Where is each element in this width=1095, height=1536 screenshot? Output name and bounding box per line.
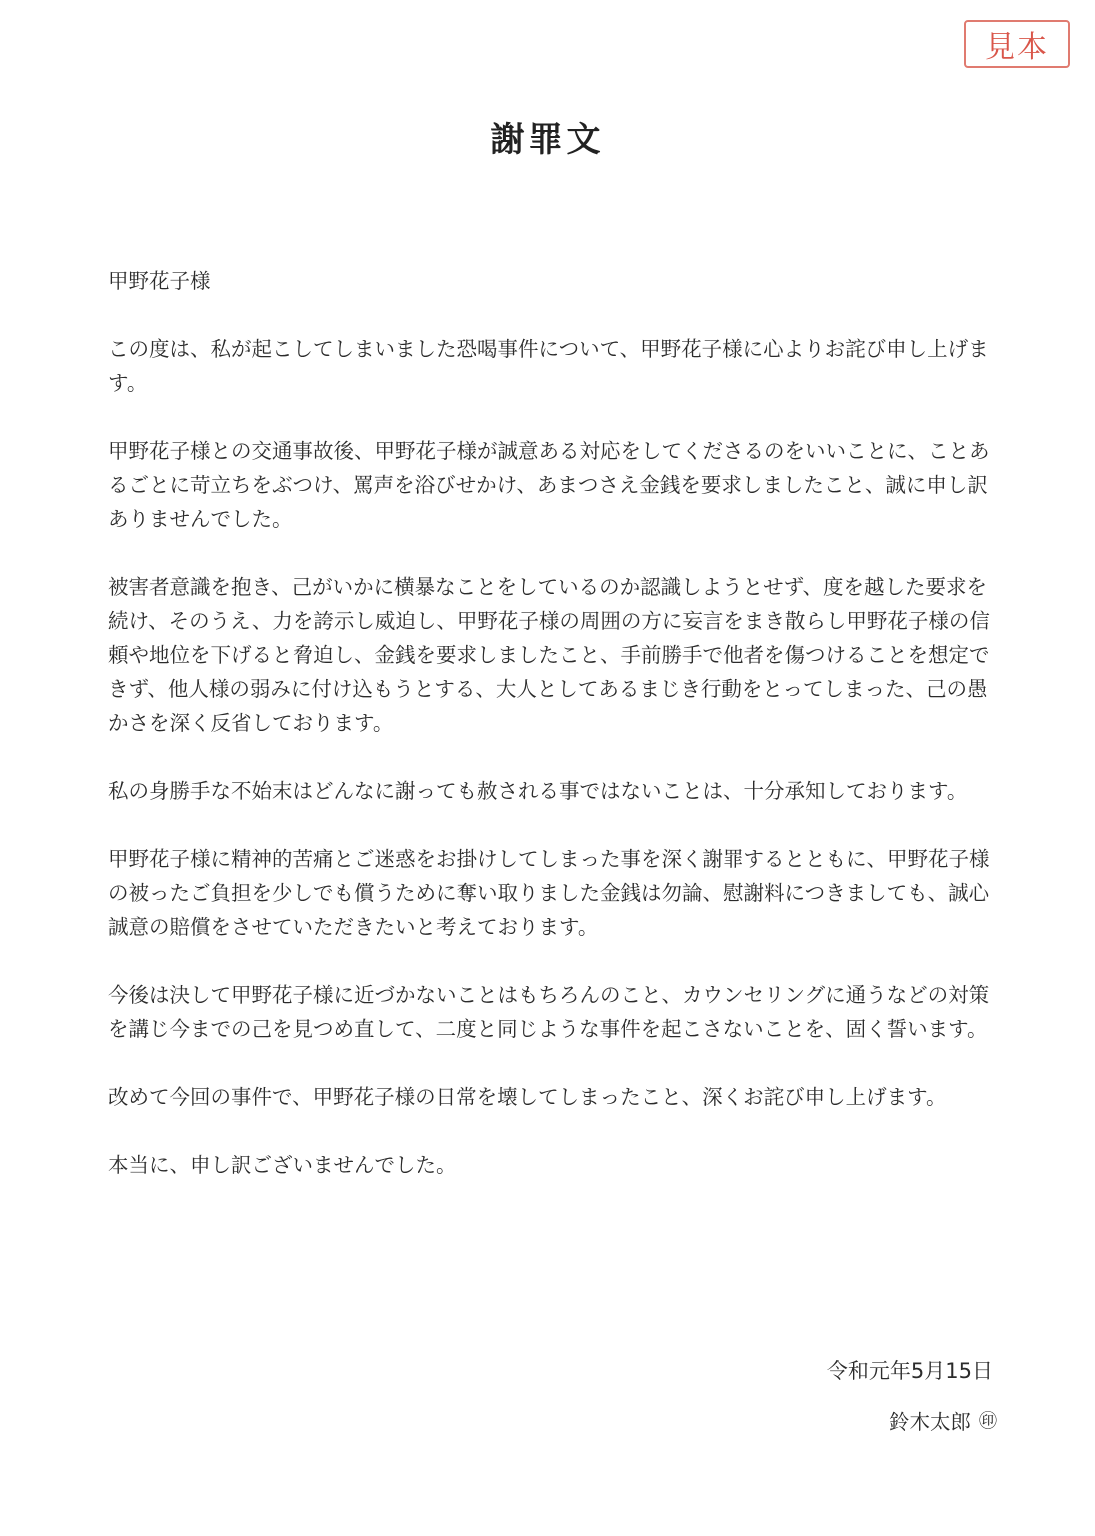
paragraph-3: 被害者意識を抱き、己がいかに横暴なことをしているのか認識しようとせず、度を越した要求を続け、そのうえ、力を誇示し威迫し、甲野花子様の周囲の方に妄言をまき散らし甲野花子様の信頼や地位を下げると脅迫し、金銭を要求しましたこと、手前勝手で他者を傷つけることを想定できず、他人様の弱みに付け込もうとする、大人としてあるまじき行動をとってしまった、己の愚かさを深く反省しております。	[108, 575, 990, 735]
document-date: 令和元年5月15日	[826, 1359, 993, 1383]
addressee: 甲野花子様	[108, 269, 211, 293]
seal-mark: ㊞	[979, 1411, 997, 1432]
document-body	[108, 264, 993, 1216]
signer-name: 鈴木太郎	[889, 1410, 971, 1434]
paragraph-1: この度は、私が起こしてしまいました恐喝事件について、甲野花子様に心よりお詫び申し上げます。	[108, 337, 989, 395]
paragraph-2: 甲野花子様との交通事故後、甲野花子様が誠意ある対応をしてくださるのをいいことに、ことあるごとに苛立ちをぶつけ、罵声を浴びせかけ、あまつさえ金銭を要求しましたこと、誠に申し訳ありませんでした。	[108, 439, 990, 531]
paragraph-7: 改めて今回の事件で、甲野花子様の日常を壊してしまったこと、深くお詫び申し上げます。	[108, 1085, 947, 1109]
paragraph-4: 私の身勝手な不始末はどんなに謝っても赦される事ではないことは、十分承知しております。	[108, 779, 968, 803]
document-title: 謝罪文	[490, 120, 605, 160]
sample-stamp: 見本	[964, 20, 1070, 68]
paragraph-5: 甲野花子様に精神的苦痛とご迷惑をお掛けしてしまった事を深く謝罪するとともに、甲野花子様の被ったご負担を少しでも償うために奪い取りました金銭は勿論、慰謝料につきましても、誠心誠意の賠償をさせていただきたいと考えております。	[108, 847, 990, 939]
paragraph-6: 今後は決して甲野花子様に近づかないことはもちろんのこと、カウンセリングに通うなどの対策を講じ今までの己を見つめ直して、二度と同じような事件を起こさないことを、固く誓います。	[108, 983, 990, 1041]
signature-block	[889, 1405, 997, 1439]
paragraph-8: 本当に、申し訳ございませんでした。	[108, 1153, 457, 1177]
